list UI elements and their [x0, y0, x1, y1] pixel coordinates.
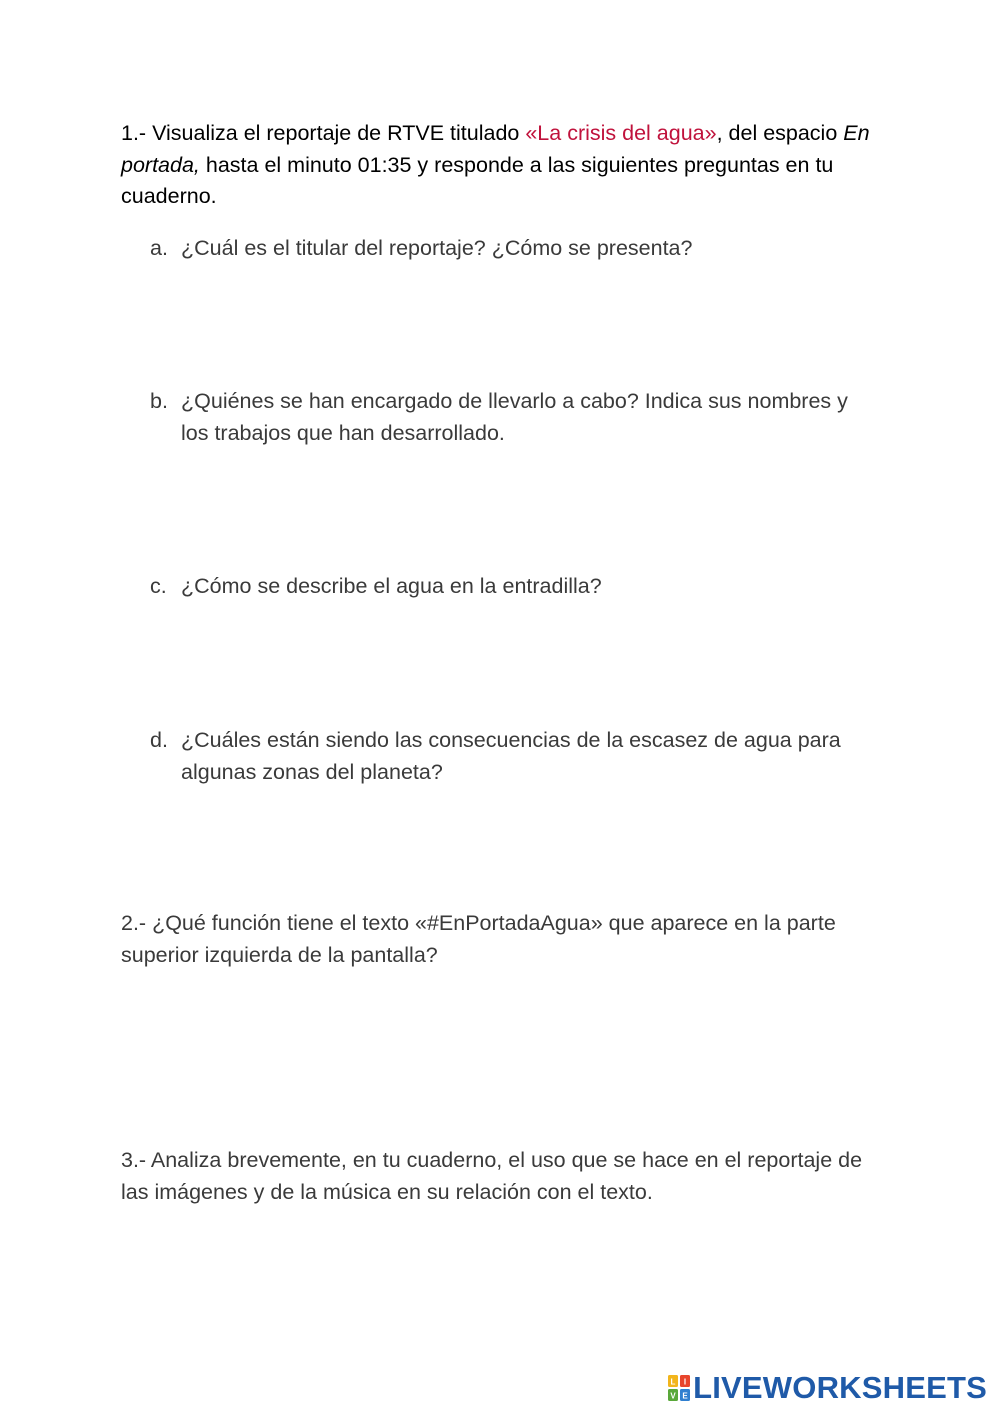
sub-question-c	[150, 571, 870, 603]
report-title-link[interactable]: «La crisis del agua»	[525, 121, 717, 145]
liveworksheets-branding	[668, 1370, 987, 1406]
sub-question-marker: c.	[150, 574, 167, 598]
logo-letter-l: L	[670, 1377, 676, 1387]
sub-question-text: ¿Quiénes se han encargado de llevarlo a cabo? Indica sus nombres y los trabajos que han desarrollado.	[181, 389, 848, 445]
question-2: 2.- ¿Qué función tiene el texto «#EnPortadaAgua» que aparece en la parte superior izquierda de la pantalla?	[121, 911, 836, 967]
logo-letter-e: E	[682, 1391, 688, 1401]
logo-letter-i: I	[683, 1377, 687, 1387]
liveworksheets-logo-icon	[668, 1375, 690, 1401]
sub-question-text: ¿Cuáles están siendo las consecuencias de la escasez de agua para algunas zonas del planeta?	[181, 728, 841, 784]
question-1-middle: , del espacio	[716, 121, 844, 145]
sub-question-b	[150, 386, 870, 449]
brand-name: LIVEWORKSHEETS	[693, 1370, 987, 1405]
program-name: En portada,	[121, 121, 870, 177]
question-1-prefix: 1.- Visualiza el reportaje de RTVE titulado	[121, 121, 526, 145]
question-1-suffix: hasta el minuto 01:35 y responde a las siguientes preguntas en tu cuaderno.	[121, 152, 834, 208]
question-1	[121, 118, 881, 213]
sub-question-a	[150, 233, 870, 265]
logo-letter-v: V	[670, 1391, 676, 1401]
sub-question-marker: b.	[150, 389, 168, 413]
sub-question-marker: a.	[150, 236, 168, 260]
sub-question-d	[150, 725, 870, 788]
sub-question-marker: d.	[150, 728, 168, 752]
sub-question-text: ¿Cómo se describe el agua en la entradilla?	[181, 574, 602, 598]
sub-question-text: ¿Cuál es el titular del reportaje? ¿Cómo se presenta?	[181, 236, 693, 260]
question-3: 3.- Analiza brevemente, en tu cuaderno, el uso que se hace en el reportaje de las imágenes y de la música en su relación con el texto.	[121, 1148, 863, 1204]
